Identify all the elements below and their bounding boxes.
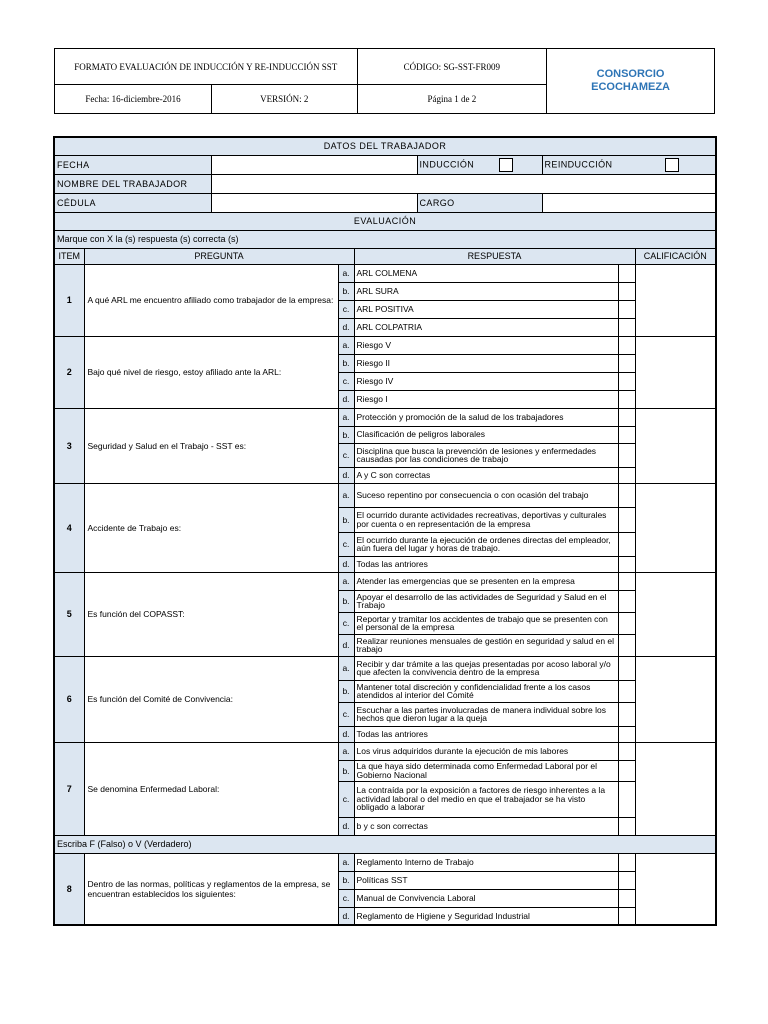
option-row xyxy=(54,853,716,871)
option-letter: c. xyxy=(338,781,354,817)
option-letter: c. xyxy=(338,532,354,556)
answer-mark-cell[interactable] xyxy=(618,742,635,760)
question-text: Es función del COPASST: xyxy=(84,572,338,656)
score-cell[interactable] xyxy=(635,742,716,835)
option-letter: d. xyxy=(338,467,354,483)
option-letter: b. xyxy=(338,426,354,443)
option-letter: b. xyxy=(338,354,354,372)
answer-mark-cell[interactable] xyxy=(618,656,635,680)
score-cell[interactable] xyxy=(635,572,716,656)
option-letter: d. xyxy=(338,726,354,742)
true-false-instruction: Escriba F (Falso) o V (Verdadero) xyxy=(54,835,716,853)
option-letter: a. xyxy=(338,742,354,760)
option-text: Protección y promoción de la salud de los trabajadores xyxy=(354,408,618,426)
option-text: ARL SURA xyxy=(354,282,618,300)
option-text: Reglamento Interno de Trabajo xyxy=(354,853,618,871)
option-text: ARL POSITIVA xyxy=(354,300,618,318)
evaluation-section-title: EVALUACIÓN xyxy=(54,212,716,230)
answer-mark-cell[interactable] xyxy=(618,443,635,467)
option-letter: b. xyxy=(338,760,354,781)
item-number: 8 xyxy=(54,853,84,925)
option-text: Riesgo I xyxy=(354,390,618,408)
answer-mark-cell[interactable] xyxy=(618,426,635,443)
option-letter: a. xyxy=(338,264,354,282)
item-number: 3 xyxy=(54,408,84,483)
document-page: Página 1 de 2 xyxy=(357,85,547,114)
col-score-header: CALIFICACIÓN xyxy=(635,248,716,264)
option-text: Realizar reuniones mensuales de gestión en seguridad y salud en el trabajo xyxy=(354,634,618,656)
option-text: Clasificación de peligros laborales xyxy=(354,426,618,443)
option-text: Reglamento de Higiene y Seguridad Industrial xyxy=(354,907,618,925)
date-row xyxy=(55,156,715,174)
name-label: NOMBRE DEL TRABAJADOR xyxy=(55,175,211,193)
score-cell[interactable] xyxy=(635,408,716,483)
option-letter: d. xyxy=(338,318,354,336)
question-text: Accidente de Trabajo es: xyxy=(84,483,338,572)
option-letter: d. xyxy=(338,817,354,835)
option-row xyxy=(54,572,716,590)
question-text: Es función del Comité de Convivencia: xyxy=(84,656,338,742)
answer-mark-cell[interactable] xyxy=(618,300,635,318)
option-letter: b. xyxy=(338,282,354,300)
option-letter: b. xyxy=(338,590,354,612)
option-text: Escuchar a las partes involucradas de manera individual sobre los hechos que dieron lugar a la queja xyxy=(354,702,618,726)
induction-checkbox[interactable] xyxy=(499,158,513,172)
id-label: CÉDULA xyxy=(55,194,211,212)
option-row xyxy=(54,336,716,354)
answer-mark-cell[interactable] xyxy=(618,871,635,889)
answer-mark-cell[interactable] xyxy=(618,556,635,572)
option-letter: c. xyxy=(338,612,354,634)
col-answer-header: RESPUESTA xyxy=(354,248,635,264)
col-item-header: ITEM xyxy=(54,248,84,264)
option-row xyxy=(54,483,716,507)
answer-mark-cell[interactable] xyxy=(618,282,635,300)
option-letter: d. xyxy=(338,634,354,656)
option-letter: a. xyxy=(338,336,354,354)
question-text: A qué ARL me encuentro afiliado como trabajador de la empresa: xyxy=(84,264,338,336)
option-letter: a. xyxy=(338,853,354,871)
item-number: 7 xyxy=(54,742,84,835)
reinduction-label: REINDUCCIÓN xyxy=(544,158,613,169)
option-letter: d. xyxy=(338,390,354,408)
option-row xyxy=(54,656,716,680)
option-text: A y C son correctas xyxy=(354,467,618,483)
option-text: ARL COLPATRIA xyxy=(354,318,618,336)
document-code: CÓDIGO: SG-SST-FR009 xyxy=(357,49,547,85)
answer-mark-cell[interactable] xyxy=(618,680,635,702)
score-cell[interactable] xyxy=(635,656,716,742)
item-number: 4 xyxy=(54,483,84,572)
score-cell[interactable] xyxy=(635,336,716,408)
option-row xyxy=(54,742,716,760)
item-number: 5 xyxy=(54,572,84,656)
option-text: Disciplina que busca la prevención de lesiones y enfermedades causadas por las condiciones de trabajo xyxy=(354,443,618,467)
answer-mark-cell[interactable] xyxy=(618,634,635,656)
option-text: Riesgo IV xyxy=(354,372,618,390)
score-cell[interactable] xyxy=(635,264,716,336)
date-label: FECHA xyxy=(55,156,211,174)
answer-mark-cell[interactable] xyxy=(618,467,635,483)
induction-label: INDUCCIÓN xyxy=(419,158,475,169)
answer-mark-cell[interactable] xyxy=(618,781,635,817)
option-text: El ocurrido durante la ejecución de ordenes directas del empleador, aún fuera del lugar y horas de trabajo. xyxy=(354,532,618,556)
option-letter: d. xyxy=(338,556,354,572)
option-text: Suceso repentino por consecuencia o con ocasión del trabajo xyxy=(354,483,618,507)
option-text: Todas las antriores xyxy=(354,726,618,742)
id-row xyxy=(55,194,715,212)
worker-section-title: DATOS DEL TRABAJADOR xyxy=(54,137,716,155)
option-text: b y c son correctas xyxy=(354,817,618,835)
option-letter: c. xyxy=(338,372,354,390)
option-text: Los virus adquiridos durante la ejecución de mis labores xyxy=(354,742,618,760)
option-letter: a. xyxy=(338,408,354,426)
document-header xyxy=(54,48,715,114)
option-text: La contraída por la exposición a factores de riesgo inherentes a la actividad laboral o del medio en que el trabajador se ha visto obligado a laborar xyxy=(354,781,618,817)
date-field[interactable] xyxy=(211,156,417,174)
reinduction-checkbox[interactable] xyxy=(665,158,679,172)
question-text: Seguridad y Salud en el Trabajo - SST es: xyxy=(84,408,338,483)
evaluation-form xyxy=(53,136,717,926)
role-label: CARGO xyxy=(417,194,542,212)
answer-mark-cell[interactable] xyxy=(618,318,635,336)
id-field[interactable] xyxy=(211,194,417,212)
answer-mark-cell[interactable] xyxy=(618,760,635,781)
answer-mark-cell[interactable] xyxy=(618,354,635,372)
document-date: Fecha: 16-diciembre-2016 xyxy=(55,85,212,113)
option-text: El ocurrido durante actividades recreativas, deportivas y culturales por cuenta o en representación de la empresa xyxy=(354,507,618,532)
question-text: Dentro de las normas, políticas y reglamentos de la empresa, se encuentran establecidos los siguientes: xyxy=(84,853,338,925)
document-title: FORMATO EVALUACIÓN DE INDUCCIÓN Y RE-INDUCCIÓN SST xyxy=(55,49,358,85)
answer-mark-cell[interactable] xyxy=(618,390,635,408)
option-letter: b. xyxy=(338,507,354,532)
option-row xyxy=(54,264,716,282)
option-text: La que haya sido determinada como Enfermedad Laboral por el Gobierno Nacional xyxy=(354,760,618,781)
answer-mark-cell[interactable] xyxy=(618,853,635,871)
option-letter: c. xyxy=(338,300,354,318)
score-cell[interactable] xyxy=(635,483,716,572)
name-field[interactable] xyxy=(211,175,715,193)
score-cell[interactable] xyxy=(635,853,716,925)
option-text: Atender las emergencias que se presenten en la empresa xyxy=(354,572,618,590)
answer-mark-cell[interactable] xyxy=(618,264,635,282)
option-text: Riesgo II xyxy=(354,354,618,372)
company-name: CONSORCIO ECOCHAMEZA xyxy=(547,49,715,114)
answer-mark-cell[interactable] xyxy=(618,507,635,532)
option-text: Todas las antriores xyxy=(354,556,618,572)
answer-mark-cell[interactable] xyxy=(618,907,635,925)
answer-mark-cell[interactable] xyxy=(618,889,635,907)
name-row xyxy=(55,175,715,193)
item-number: 2 xyxy=(54,336,84,408)
option-text: Mantener total discreción y confidencialidad frente a los casos atendidos al interior del Comité xyxy=(354,680,618,702)
option-text: Reportar y tramitar los accidentes de trabajo que se presenten con el personal de la empresa xyxy=(354,612,618,634)
document-version: VERSIÓN: 2 xyxy=(260,94,309,104)
col-question-header: PREGUNTA xyxy=(84,248,354,264)
option-letter: c. xyxy=(338,889,354,907)
option-letter: d. xyxy=(338,907,354,925)
answer-mark-cell[interactable] xyxy=(618,372,635,390)
column-header-row xyxy=(54,248,716,264)
answer-mark-cell[interactable] xyxy=(618,532,635,556)
answer-mark-cell[interactable] xyxy=(618,612,635,634)
item-number: 1 xyxy=(54,264,84,336)
option-text: Apoyar el desarrollo de las actividades de Seguridad y Salud en el Trabajo xyxy=(354,590,618,612)
answer-mark-cell[interactable] xyxy=(618,702,635,726)
option-text: Manual de Convivencia Laboral xyxy=(354,889,618,907)
option-letter: a. xyxy=(338,656,354,680)
option-text: Políticas SST xyxy=(354,871,618,889)
option-letter: c. xyxy=(338,443,354,467)
question-text: Bajo qué nivel de riesgo, estoy afiliado ante la ARL: xyxy=(84,336,338,408)
option-text: Riesgo V xyxy=(354,336,618,354)
role-field[interactable] xyxy=(542,194,715,212)
answer-mark-cell[interactable] xyxy=(618,336,635,354)
option-letter: a. xyxy=(338,483,354,507)
option-letter: a. xyxy=(338,572,354,590)
option-letter: b. xyxy=(338,871,354,889)
answer-mark-cell[interactable] xyxy=(618,483,635,507)
question-text: Se denomina Enfermedad Laboral: xyxy=(84,742,338,835)
answer-mark-cell[interactable] xyxy=(618,408,635,426)
answer-mark-cell[interactable] xyxy=(618,726,635,742)
option-letter: b. xyxy=(338,680,354,702)
option-row xyxy=(54,408,716,426)
form-body xyxy=(54,137,716,925)
option-text: ARL COLMENA xyxy=(354,264,618,282)
answer-mark-cell[interactable] xyxy=(618,590,635,612)
option-text: Recibir y dar trámite a las quejas presentadas por acoso laboral y/o que afecten la convivencia dentro de la empresa xyxy=(354,656,618,680)
answer-mark-cell[interactable] xyxy=(618,817,635,835)
answer-mark-cell[interactable] xyxy=(618,572,635,590)
item-number: 6 xyxy=(54,656,84,742)
option-letter: c. xyxy=(338,702,354,726)
instruction-text: Marque con X la (s) respuesta (s) correcta (s) xyxy=(54,230,716,248)
